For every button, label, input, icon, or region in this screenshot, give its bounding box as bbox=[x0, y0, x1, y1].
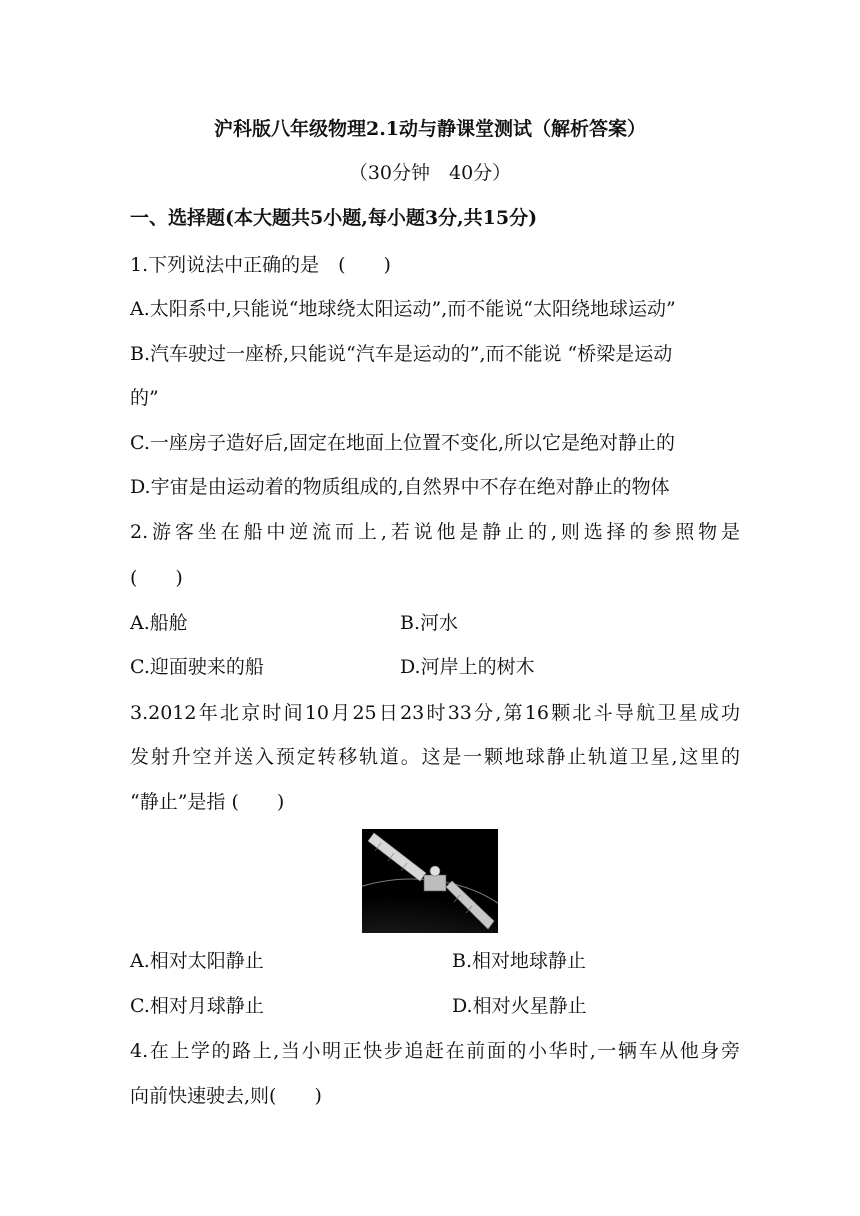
question-1-option-c: C.一座房子造好后,固定在地面上位置不变化,所以它是绝对静止的 bbox=[130, 432, 675, 454]
page-title: 沪科版八年级物理2.1动与静课堂测试（解析答案） bbox=[213, 118, 647, 140]
satellite-image bbox=[362, 829, 498, 933]
question-4-stem: 4.在上学的路上,当小明正快步追赶在前面的小华时,一辆车从他身旁 bbox=[130, 1040, 740, 1062]
page-subtitle: （30分钟 40分） bbox=[348, 162, 512, 184]
question-3-option-c: C.相对月球静止 bbox=[130, 995, 264, 1017]
question-3-stem-cont: 发射升空并送入预定转移轨道。这是一颗地球静止轨道卫星,这里的 bbox=[130, 746, 740, 768]
question-1-option-a: A.太阳系中,只能说“地球绕太阳运动”,而不能说“太阳绕地球运动” bbox=[130, 298, 676, 320]
question-2-option-d: D.河岸上的树木 bbox=[400, 656, 535, 678]
question-1-stem: 1.下列说法中正确的是 ( ) bbox=[130, 254, 391, 276]
question-1-option-b-cont: 的” bbox=[130, 387, 159, 409]
question-3-stem-cont-2: “静止”是指 ( ) bbox=[130, 791, 285, 813]
question-1-option-b: B.汽车驶过一座桥,只能说“汽车是运动的”,而不能说 “桥梁是运动 bbox=[130, 343, 673, 365]
question-2-option-b: B.河水 bbox=[400, 612, 459, 634]
question-2-stem: 2.游客坐在船中逆流而上,若说他是静止的,则选择的参照物是 bbox=[130, 521, 740, 543]
question-1-option-d: D.宇宙是由运动着的物质组成的,自然界中不存在绝对静止的物体 bbox=[130, 476, 670, 498]
question-3-stem: 3.2012年北京时间10月25日23时33分,第16颗北斗导航卫星成功 bbox=[130, 702, 740, 724]
question-4-stem-cont: 向前快速驶去,则( ) bbox=[130, 1085, 322, 1107]
question-3-option-d: D.相对火星静止 bbox=[452, 995, 587, 1017]
question-3-option-a: A.相对太阳静止 bbox=[130, 950, 264, 972]
question-2-stem-cont: ( ) bbox=[130, 567, 183, 589]
question-2-option-a: A.船舱 bbox=[130, 612, 188, 634]
question-3-option-b: B.相对地球静止 bbox=[452, 950, 587, 972]
question-2-option-c: C.迎面驶来的船 bbox=[130, 656, 264, 678]
section-heading: 一、选择题(本大题共5小题,每小题3分,共15分) bbox=[130, 207, 538, 229]
